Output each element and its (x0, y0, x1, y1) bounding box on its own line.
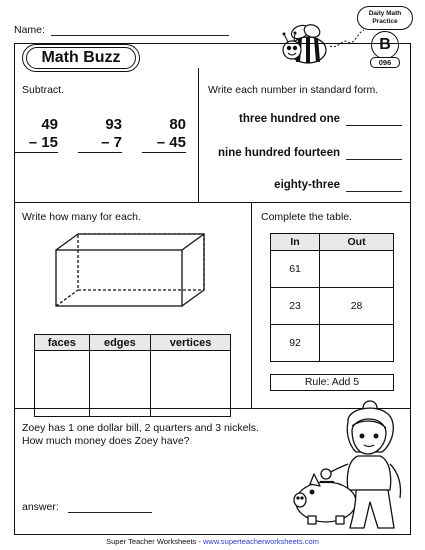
table-rule: Rule: Add 5 (270, 374, 394, 391)
table-instruction: Complete the table. (261, 211, 353, 223)
column-header-in: In (271, 234, 320, 251)
table-row (271, 288, 394, 325)
badge-line-1: Daily Math (368, 10, 402, 17)
badge-line-2: Practice (372, 18, 398, 25)
shape-instruction: Write how many for each. (22, 211, 141, 223)
girl-with-piggy-bank-illustration (286, 398, 410, 530)
standard-form-instruction: Write each number in standard form. (208, 84, 379, 96)
badge-level: B (371, 31, 399, 59)
subtraction-problem (142, 116, 186, 153)
minuend: 49 (41, 116, 58, 133)
minuend: 80 (169, 116, 186, 133)
column-header-vertices: vertices (151, 335, 231, 351)
name-field[interactable] (51, 35, 229, 36)
subtraction-problem (14, 116, 58, 153)
in-cell: 92 (271, 325, 320, 362)
in-cell: 23 (271, 288, 320, 325)
vertices-answer-cell[interactable] (151, 351, 231, 417)
subtraction-problem (78, 116, 122, 153)
answer-blank[interactable] (346, 159, 402, 160)
page-title: Math Buzz (26, 47, 136, 69)
rectangular-prism-figure (48, 230, 208, 310)
table-row (271, 325, 394, 362)
divider-top (198, 68, 199, 202)
badge-label (357, 6, 413, 30)
footer (0, 537, 425, 546)
word-problem-line-2: How much money does Zoey have? (22, 435, 190, 447)
edges-answer-cell[interactable] (89, 351, 150, 417)
footer-link[interactable]: www.superteacherworksheets.com (202, 537, 319, 546)
footer-text: Super Teacher Worksheets - (106, 537, 203, 546)
in-cell: 61 (271, 251, 320, 288)
standard-form-item: three hundred one (239, 113, 340, 125)
out-cell[interactable] (320, 251, 394, 288)
divider-middle (251, 202, 252, 408)
standard-form-item: nine hundred fourteen (217, 147, 340, 159)
out-cell: 28 (320, 288, 394, 325)
word-problem-line-1: Zoey has 1 one dollar bill, 2 quarters and 3 nickels. (22, 422, 259, 434)
minuend: 93 (105, 116, 122, 133)
divider-row-1 (14, 202, 411, 203)
shape-attributes-table (34, 334, 231, 417)
subtrahend: – 7 (78, 134, 122, 153)
answer-blank[interactable] (346, 191, 402, 192)
subtrahend: – 15 (14, 134, 58, 153)
column-header-out: Out (320, 234, 394, 251)
answer-blank[interactable] (68, 512, 152, 513)
badge-number: 096 (370, 57, 400, 68)
column-header-faces: faces (35, 335, 90, 351)
name-label: Name: (14, 24, 45, 36)
column-header-edges: edges (89, 335, 150, 351)
subtract-instruction: Subtract. (22, 84, 65, 96)
answer-blank[interactable] (346, 125, 402, 126)
out-cell[interactable] (320, 325, 394, 362)
table-row (271, 251, 394, 288)
input-output-table (270, 233, 394, 362)
faces-answer-cell[interactable] (35, 351, 90, 417)
standard-form-item: eighty-three (274, 179, 340, 191)
word-problem (22, 422, 272, 448)
subtrahend: – 45 (142, 134, 186, 153)
answer-label: answer: (22, 501, 59, 513)
